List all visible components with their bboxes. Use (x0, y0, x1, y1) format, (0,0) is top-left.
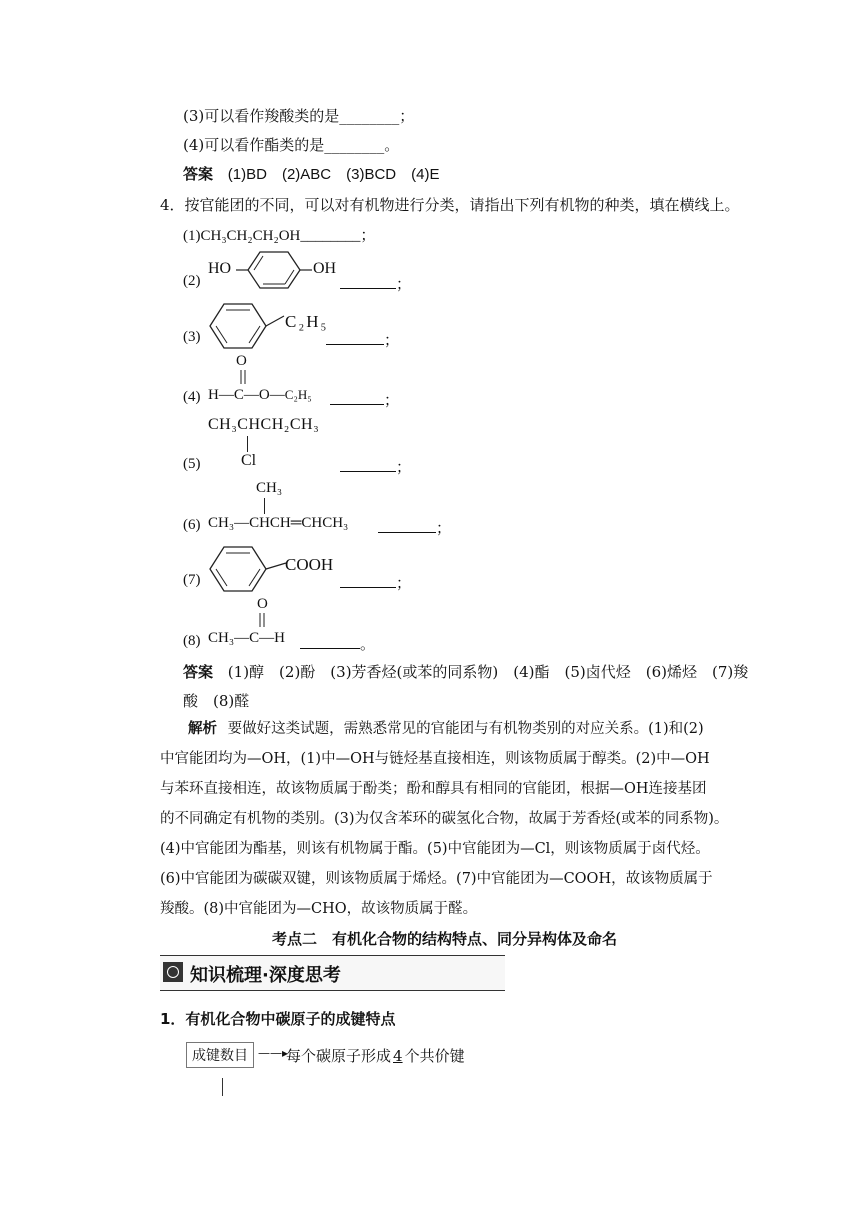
item-2-oh: OH (313, 260, 337, 277)
item-6-bond (264, 498, 265, 514)
explanation-label: 解析 (188, 721, 217, 737)
answer-row (183, 163, 439, 184)
item-2-blank: ； (340, 273, 411, 294)
question-4-text: (4)可以看作酯类的是________。 (183, 136, 400, 154)
item-3-number: (3) (183, 329, 201, 345)
knowledge-banner (160, 955, 505, 991)
item-3-c2h5: C₂H₅ (285, 312, 329, 331)
question-3-text: (3)可以看作羧酸类的是________； (183, 107, 415, 125)
item-6-number: (6) (183, 517, 201, 533)
item-5-chain: CH₃CHCH₂CH₃ (208, 416, 320, 433)
explanation-line-1: 解析 要做好这类试题，需熟悉常见的官能团与有机物类别的对应关系。(1)和(2) (188, 721, 704, 737)
bond-count-text: 每个碳原子形成 4 个共价键 (286, 1047, 465, 1065)
item-7-cooh: COOH (285, 555, 334, 574)
item-2-number: (2) (183, 273, 201, 289)
item-4-formula: H—C—O—C₂H₅ (208, 387, 312, 403)
item-5-bond (247, 436, 248, 452)
item-3-blank: ； (326, 329, 399, 350)
item-6-blank: ； (378, 517, 451, 538)
banner-text: 知识梳理·深度思考 (190, 965, 341, 986)
answer-label: 答案 (183, 165, 214, 183)
question-4-stem: 4．按官能团的不同，可以对有机物进行分类，请指出下列有机物的种类，填在横线上。 (160, 196, 740, 214)
item-4-double-bond (238, 370, 248, 386)
explanation-line-2: 中官能团均为—OH，(1)中—OH与链烃基直接相连，则该物质属于醇类。(2)中—OH (160, 751, 710, 767)
answer-4-line1: 答案 (1)醇 (2)酚 (3)芳香烃(或苯的同系物) (4)酯 (5)卤代烃 (6)烯烃 (7)羧 (183, 663, 749, 681)
item-8-main: CH₃—C—H (208, 630, 285, 646)
item-6-main: CH₃—CHCH═CHCH₃ (208, 515, 349, 531)
item-7-blank: ； (340, 572, 411, 593)
answer-text: (1)BD (2)ABC (3)BCD (4)E (227, 166, 440, 183)
item-7-number: (7) (183, 572, 201, 588)
item-8-number: (8) (183, 633, 201, 649)
clock-icon (163, 962, 183, 982)
item-4-carbonyl-o: O (236, 353, 247, 369)
explanation-line-5: (4)中官能团为酯基，则该有机物属于酯。(5)中官能团为—Cl，则该物质属于卤代烃。 (160, 841, 710, 857)
bond-count-box: 成键数目 (186, 1042, 254, 1068)
section-title: 考点二 有机化合物的结构特点、同分异构体及命名 (272, 930, 618, 948)
item-8-blank: 。 (300, 633, 375, 654)
benzene-ring-2 (236, 248, 316, 292)
item-1: (1)CH₃CH₂CH₂OH________； (183, 228, 376, 244)
answer-4-label: 答案 (183, 663, 214, 681)
item-8-double-bond (257, 613, 267, 629)
item-4-number: (4) (183, 389, 201, 405)
explanation-line-7: 羧酸。(8)中官能团为—CHO，故该物质属于醛。 (160, 901, 478, 917)
item-8-carbonyl-o: O (257, 596, 268, 612)
benzene-ring-3 (206, 298, 286, 358)
subsection-heading: 1．有机化合物中碳原子的成键特点 (160, 1010, 396, 1028)
answer-4-line2: 酸 (8)醛 (183, 692, 250, 710)
item-5-cl: Cl (241, 452, 257, 469)
item-2-ho: HO (208, 260, 232, 277)
arrow-icon: ——▸ (258, 1046, 289, 1060)
explanation-block (160, 714, 740, 924)
item-4-blank: ； (330, 389, 399, 410)
item-5-number: (5) (183, 456, 201, 472)
connector-line (222, 1078, 223, 1096)
explanation-line-4: 的不同确定有机物的类别。(3)为仅含苯环的碳氢化合物，故属于芳香烃(或苯的同系物)。 (160, 811, 729, 827)
item-5-blank: ； (340, 456, 411, 477)
explanation-line-3: 与苯环直接相连，故该物质属于酚类；酚和醇具有相同的官能团，根据—OH连接基团 (160, 781, 707, 797)
item-6-ch3-top: CH₃ (256, 480, 283, 496)
benzene-ring-7 (206, 541, 288, 601)
explanation-line-6: (6)中官能团为碳碳双键，则该物质属于烯烃。(7)中官能团为—COOH，故该物质属于 (160, 871, 713, 887)
